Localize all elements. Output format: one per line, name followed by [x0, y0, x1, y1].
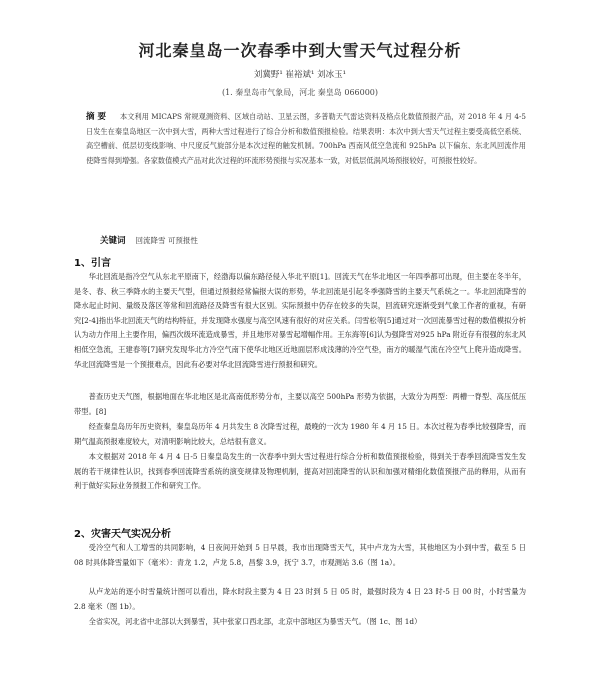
keywords-block	[100, 234, 520, 246]
disaster-paragraph-3: 全省实况，河北省中北部以大到暴雪，其中张家口西北部，北京中部地区为暴雪天气。（图 1c、图 1d）	[88, 617, 422, 626]
section-heading-intro: 1、引言	[74, 258, 111, 269]
keywords-label: 关键词	[100, 236, 126, 246]
abstract-text: 本文利用 MICAPS 常规观测资料、区域自动站、卫星云图，多普勒天气雷达资料及格点化数值预报产品，对 2018 年 4 月 4-5 日发生在秦皇岛地区一次中到大雪，两种大雪过程进行了综合分析和数值预报检验。结果表明：本次中到大雪天气过程主要受高低空系统、高空槽前、低层切变线影响、中尺度反气旋部分是本次过程的触发机制。700hPa 西南风低空急流和 925hPa 以下偏东、东北风回流作用使降雪得到增强。各家数值模式产品对此次过程的环流形势预报与实况基本一致，对低层低涡风场预报较好，可预报性较好。	[86, 112, 526, 165]
abstract-label: 摘 要	[86, 112, 107, 122]
disaster-paragraph-2: 从卢龙站的逐小时雪量统计图可以看出，降水时段主要为 4 日 23 时到 5 日 05 时，最强时段为 4 日 23 时-5 日 00 时，小时雪量为 2.8 毫米（图 1b）。	[74, 587, 526, 611]
intro-paragraph-1: 华北回流是指冷空气从东北平原南下，经渤海以偏东路径侵入华北平原[1]。回流天气在华北地区一年四季都可出现，但主要在冬半年，是冬、春、秋三季降水的主要天气型，但通过预报经常偏报大误的形势，华北回流是引起冬季强降雪的主要天气系统之一。华北回流降雪的降水起止时间、量级及落区等常和回流路径及降雪有很大区别。实际预报中仍存在较多的失误，回流研究逐渐受到气象工作者的重视，有研究[2-4]指出华北回流天气的结构特征，并发现降水强度与高空风速有很好的对应关系。闫雪松等[5]通过对一次回流暴雪过程的数值模拟分析认为动力作用上主要作用，偏西次级环流造成暴雪，并且地形对暴雪起增幅作用。王东海等[6]认为强降雪对925 hPa 附近存有很强的东北风相低空急流，王建春等[7]研究发现华北方冷空气南下使华北地区近地面层形成浅薄的冷空气垫，南方的暖湿气流在冷空气上爬升造成降雪。华北回流降雪是一个预报难点，因此有必要对华北回流降雪进行预报和研究。	[74, 272, 526, 369]
intro-paragraph-4: 本文根据对 2018 年 4 月 4 日-5 日秦皇岛发生的一次春季中到大雪过程进行综合分析和数值预报检验，得到关于春季回流降雪发生发展的若干规律性认识，找到春季回流降雪系统的演变规律及物理机制，提高对回流降雪的认识和加强对精细化数值预报产品的释用，从而有利于做好实际业务预报工作和研究工作。	[74, 452, 526, 491]
intro-paragraph-3: 经查秦皇岛历年历史资料，秦皇岛历年 4 月共发生 8 次降雪过程，最晚的一次为 1980 年 4 月 15 日。本次过程为春季比较强降雪，而期气温高预报难度较大，对清明影响比较大，总结很有意义。	[74, 422, 526, 446]
disaster-paragraph-1: 受冷空气和人工增雪的共同影响，4 日夜间开始到 5 日早晨，我市出现降雪天气，其中卢龙为大雪，其他地区为小到中雪，截至 5 日 08 时具体降雪量如下（毫米）：青龙 1.2，卢龙 5.8，昌黎 3.9，抚宁 3.7，市观测站 3.6（图 1a）。	[74, 543, 526, 567]
author-line: 刘冀野¹ 崔裕斌¹ 刘冰玉¹	[253, 70, 347, 80]
abstract-block	[86, 110, 526, 168]
affiliation: (1. 秦皇岛市气象局，河北 秦皇岛 066000)	[221, 88, 379, 97]
keywords-text: 回流降雪 可预报性	[135, 236, 198, 245]
intro-paragraph-2: 普查历史天气图，根据地面在华北地区是北高南低形势分布，主要以高空 500hPa 形势为依据，大致分为两型：两槽一脊型、高压低压带型。[8]	[74, 392, 526, 416]
paper-title: 河北秦皇岛一次春季中到大雪天气过程分析	[138, 41, 462, 60]
section-heading-disaster: 2、灾害天气实况分析	[74, 529, 171, 540]
